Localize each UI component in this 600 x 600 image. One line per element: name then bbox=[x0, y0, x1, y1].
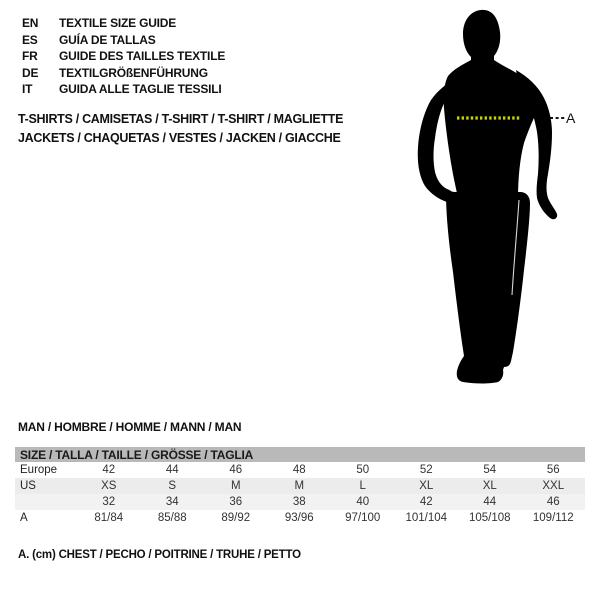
measure-label-a: A bbox=[566, 110, 576, 126]
list-item bbox=[22, 48, 225, 65]
language-title-list bbox=[22, 15, 225, 98]
table-cell: M bbox=[268, 478, 332, 494]
table-cell: 93/96 bbox=[268, 510, 332, 526]
table-cell: 40 bbox=[331, 494, 395, 510]
lang-code: FR bbox=[22, 49, 38, 64]
section-title-man: MAN / HOMBRE / HOMME / MANN / MAN bbox=[18, 420, 242, 434]
table-cell: M bbox=[204, 478, 268, 494]
table-cell: XS bbox=[77, 478, 141, 494]
table-row-europe bbox=[15, 462, 585, 478]
table-cell: 97/100 bbox=[331, 510, 395, 526]
man-silhouette-icon bbox=[400, 0, 600, 400]
measurement-legend: A. (cm) CHEST / PECHO / POITRINE / TRUHE / PETTO bbox=[18, 549, 301, 561]
lang-title: GUIDE DES TAILLES TEXTILE bbox=[59, 49, 226, 64]
lang-title: TEXTILE SIZE GUIDE bbox=[59, 16, 177, 31]
table-cell: XXL bbox=[522, 478, 586, 494]
table-header: SIZE / TALLA / TAILLE / GRÖSSE / TAGLIA bbox=[15, 447, 585, 462]
table-cell: 105/108 bbox=[458, 510, 522, 526]
row-label: US bbox=[15, 478, 77, 494]
table-cell: 38 bbox=[268, 494, 332, 510]
category-line-tshirts: T-SHIRTS / CAMISETAS / T-SHIRT / T-SHIRT / MAGLIETTE bbox=[18, 112, 344, 126]
row-label: Europe bbox=[15, 462, 77, 478]
table-cell: 34 bbox=[141, 494, 205, 510]
table-cell: 54 bbox=[458, 462, 522, 478]
man-silhouette-figure bbox=[400, 0, 600, 400]
list-item bbox=[22, 65, 225, 82]
row-label: A bbox=[15, 510, 77, 526]
table-row-alt-size bbox=[15, 494, 585, 510]
table-cell: 48 bbox=[268, 462, 332, 478]
table-cell: S bbox=[141, 478, 205, 494]
table-cell: 50 bbox=[331, 462, 395, 478]
lang-code: EN bbox=[22, 16, 39, 31]
table-row-chest-a bbox=[15, 510, 585, 526]
table-row-us bbox=[15, 478, 585, 494]
lang-title: GUIDA ALLE TAGLIE TESSILI bbox=[59, 82, 222, 97]
lang-title: GUÍA DE TALLAS bbox=[59, 32, 156, 47]
table-cell: 32 bbox=[77, 494, 141, 510]
table-cell: XL bbox=[395, 478, 459, 494]
table-cell: 42 bbox=[395, 494, 459, 510]
lang-title: TEXTILGRÖßENFÜHRUNG bbox=[59, 65, 208, 80]
table-cell: 89/92 bbox=[204, 510, 268, 526]
row-label bbox=[15, 494, 77, 510]
size-table bbox=[15, 447, 585, 526]
lang-code: IT bbox=[22, 82, 33, 97]
table-cell: 56 bbox=[522, 462, 586, 478]
table-header-row bbox=[15, 447, 585, 462]
table-cell: 81/84 bbox=[77, 510, 141, 526]
table-cell: 46 bbox=[204, 462, 268, 478]
list-item bbox=[22, 32, 225, 49]
table-cell: XL bbox=[458, 478, 522, 494]
list-item bbox=[22, 15, 225, 32]
table-cell: 101/104 bbox=[395, 510, 459, 526]
table-cell: 109/112 bbox=[522, 510, 586, 526]
table-cell: 52 bbox=[395, 462, 459, 478]
category-line-jackets: JACKETS / CHAQUETAS / VESTES / JACKEN / GIACCHE bbox=[18, 130, 341, 145]
table-cell: 42 bbox=[77, 462, 141, 478]
table-cell: 44 bbox=[141, 462, 205, 478]
table-cell: L bbox=[331, 478, 395, 494]
list-item bbox=[22, 81, 225, 98]
table-cell: 36 bbox=[204, 494, 268, 510]
lang-code: DE bbox=[22, 65, 39, 80]
table-cell: 46 bbox=[522, 494, 586, 510]
garment-categories bbox=[18, 110, 343, 147]
lang-code: ES bbox=[22, 32, 38, 47]
table-cell: 44 bbox=[458, 494, 522, 510]
table-cell: 85/88 bbox=[141, 510, 205, 526]
